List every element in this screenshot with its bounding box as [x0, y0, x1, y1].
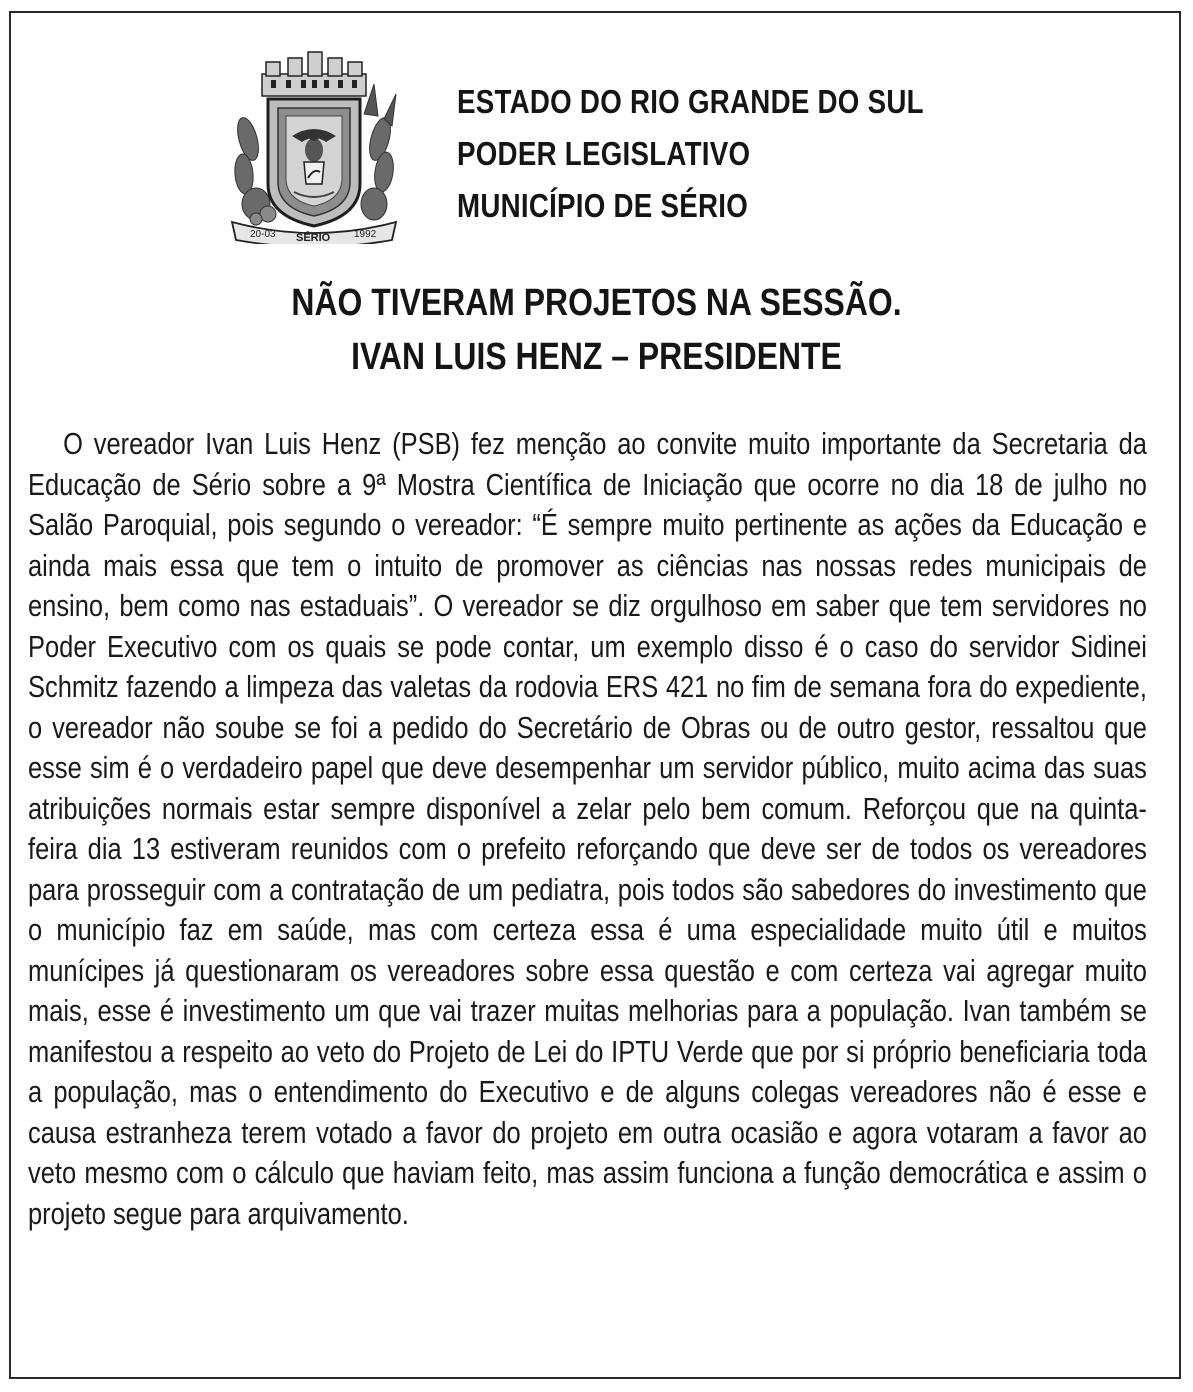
ribbon-center-text: SÉRIO — [296, 232, 331, 244]
ribbon-left-text: 20-03 — [250, 229, 276, 240]
president-title: IVAN LUIS HENZ – PRESIDENTE — [351, 336, 842, 378]
header-block — [457, 76, 1013, 232]
header-branch-line: PODER LEGISLATIVO — [457, 135, 751, 172]
municipal-coat-of-arms-icon — [226, 44, 402, 244]
header-municipality-line: MUNICÍPIO DE SÉRIO — [457, 187, 749, 224]
ribbon-right-text: 1992 — [354, 229, 377, 240]
title-block — [0, 276, 1193, 384]
header-state-line: ESTADO DO RIO GRANDE DO SUL — [457, 83, 924, 120]
session-title: NÃO TIVERAM PROJETOS NA SESSÃO. — [291, 282, 902, 324]
article-body: O vereador Ivan Luis Henz (PSB) fez menção ao convite muito importante da Secretaria da Educação de Sério sobre a 9ª Mostra Científica de Iniciação que ocorre no dia 18 de julho no Salão Paroquial, pois segundo o vereador: “É sempre muito pertinente as ações da Educação e ainda mais essa que tem o intuito de promover as ciências nas nossas redes municipais de ensino, bem como nas estaduais”. O vereador se diz orgulhoso em saber que tem servidores no Poder Executivo com os quais se pode contar, um exemplo disso é o caso do servidor Sidinei Schmitz fazendo a limpeza das valetas da rodovia ERS 421 no fim de semana fora do expediente, o vereador não soube se foi a pedido do Secretário de Obras ou de outro gestor, ressaltou que esse sim é o verdadeiro papel que deve desempenhar um servidor público, muito acima das suas atribuições normais estar sempre disponível a zelar pelo bem comum. Reforçou que na quinta-feira dia 13 estiveram reunidos com o prefeito reforçando que deve ser de todos os vereadores para prosseguir com a contratação de um pediatra, pois todos são sabedores do investimento que o município faz em saúde, mas com certeza essa é uma especialidade muito útil e muitos munícipes já questionaram os vereadores sobre essa questão e com certeza vai agregar muito mais, esse é investimento um que vai trazer muitas melhorias para a população. Ivan também se manifestou a respeito ao veto do Projeto de Lei do IPTU Verde que por si próprio beneficiaria toda a população, mas o entendimento do Executivo e de alguns colegas vereadores não é esse e causa estranheza terem votado a favor do projeto em outra ocasião e agora votaram a favor ao veto mesmo com o cálculo que haviam feito, mas assim funciona a função democrática e assim o projeto segue para arquivamento. — [28, 427, 1147, 1231]
